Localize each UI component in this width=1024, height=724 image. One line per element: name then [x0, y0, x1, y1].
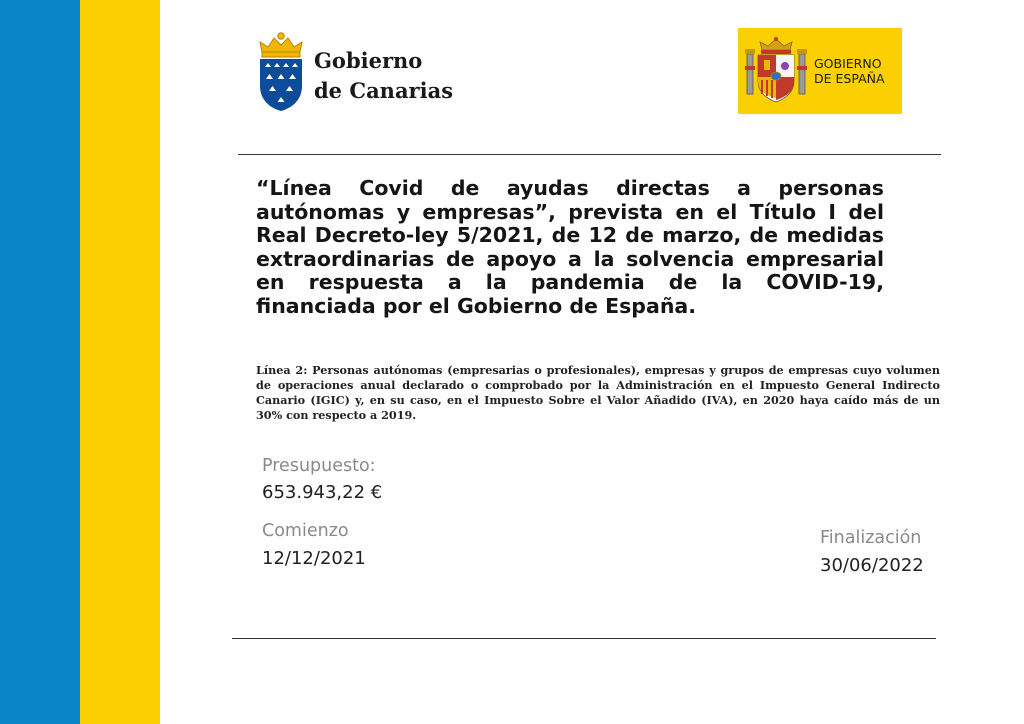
spain-coat-of-arms-icon [744, 36, 808, 106]
bottom-divider [232, 638, 936, 639]
yellow-side-stripe [80, 0, 160, 724]
top-divider [238, 154, 941, 155]
canarias-crown-shield-icon [256, 30, 306, 112]
linea-description: Línea 2: Personas autónomas (empresarias o profesionales), empresas y grupos de empresas cuyo volumen de operaciones anual declarado o comprobado por la Administración en el Impuesto General Indirecto Canario (IGIC) y, en su caso, en el Impuesto Sobre el Valor Añadido (IVA), en 2020 haya caído más de un 30% con respecto a 2019. [256, 363, 940, 422]
presupuesto-value: 653.943,22 € [262, 482, 383, 503]
canarias-logo-line1: Gobierno [314, 48, 423, 73]
finalizacion-value: 30/06/2022 [820, 555, 924, 576]
blue-side-stripe [0, 0, 80, 724]
gobierno-espana-logo [738, 28, 902, 114]
program-title: “Línea Covid de ayudas directas a personas autónomas y empresas”, prevista en el Título I del Real Decreto-ley 5/2021, de 12 de marzo, de medidas extraordinarias de apoyo a la solvencia empresarial en respuesta a la pandemia de la COVID-19, financiada por el Gobierno de España. [256, 176, 884, 318]
espana-logo-line2: DE ESPAÑA [814, 71, 885, 86]
finalizacion-label: Finalización [820, 528, 922, 548]
canarias-logo-line2: de Canarias [314, 78, 454, 103]
gobierno-canarias-logo [256, 30, 466, 112]
presupuesto-label: Presupuesto: [262, 456, 376, 476]
comienzo-label: Comienzo [262, 521, 349, 541]
espana-logo-line1: GOBIERNO [814, 56, 882, 71]
comienzo-value: 12/12/2021 [262, 548, 366, 569]
